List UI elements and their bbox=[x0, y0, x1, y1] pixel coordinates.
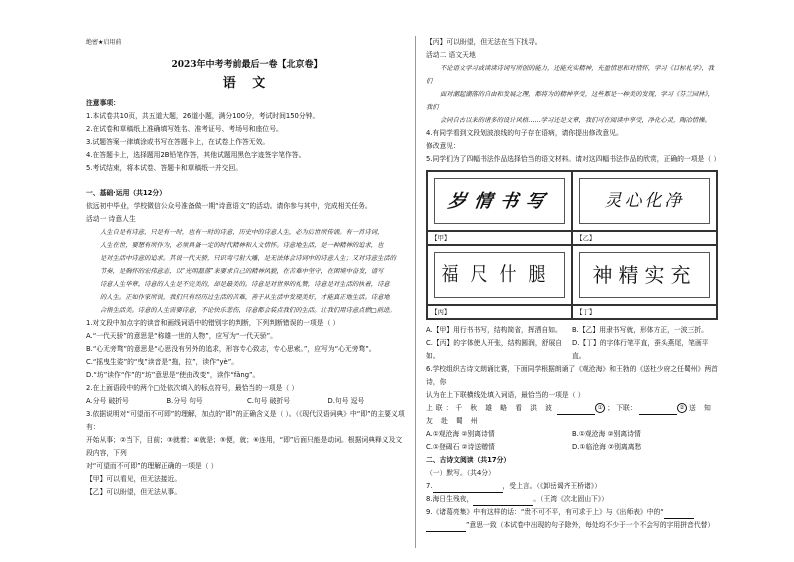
question-5: 5.同学们为了四幅书法作品选择恰当的语文材料。请对这四幅书法作品的欣赏，正确的一项是（ ） bbox=[426, 155, 721, 163]
q5-option-c: C.【丙】的字体使人开张，结构圆润，舒展自如。 bbox=[426, 339, 563, 360]
calligraphy-label: 【甲】 bbox=[427, 231, 572, 245]
answer-blank bbox=[473, 497, 533, 506]
confidential-label: 绝密★启用前 bbox=[86, 39, 122, 46]
calligraphy-label: 【丙】 bbox=[427, 305, 572, 319]
calligraphy-text: 神精实充 bbox=[592, 262, 697, 287]
question-6-line: 认为在上下联横线处填入词语，最恰当的一项是（ ） bbox=[426, 391, 585, 399]
notes-item: 5.考试结束，将本试卷、答题卡和草稿纸一并交回。 bbox=[86, 164, 243, 172]
passage-line: 不论语文学习或读读诗词写所创的能力，还能充实精神，充盈情思和对情怀，学习《目标礼学》，我们 bbox=[426, 65, 714, 85]
passage-line: 的人生。正如作家所说，我们只有经历过生活的苦难，善于从生活中发现美好，才能真正地生活。诗意地 bbox=[100, 294, 390, 301]
calligraphy-ding bbox=[572, 245, 717, 305]
q2-option-c: C.句号 破折号 bbox=[247, 397, 291, 405]
notes-item: 3.试题答案一律填涂或书写在答题卡上，在试卷上作答无效。 bbox=[86, 138, 270, 146]
question-1: 1.对文段中加点字的读音和画线词语中的错别字的判断，下列判断错误的一项是（ ） bbox=[86, 319, 340, 327]
answer-blank bbox=[639, 406, 677, 415]
q6-options-row bbox=[426, 441, 718, 454]
q8-tail: 。（王湾《次北固山下》） bbox=[533, 495, 609, 503]
calligraphy-jia bbox=[427, 171, 572, 231]
passage-line: 是对生活中诗意的追求。其说一代天骄，只识弯弓射大雕，是无法体会诗词中的诗意人生；又对诗意生活的 bbox=[100, 255, 396, 262]
q2-option-b: B.分号 句号 bbox=[166, 397, 203, 405]
activity-title: 活动一 诗意人生 bbox=[86, 215, 136, 223]
subject-title: 语 文 bbox=[222, 76, 272, 91]
question-9 bbox=[426, 506, 718, 519]
q6-option-c: C.①登碣石 ②诗送赠情 bbox=[426, 443, 495, 451]
question-3-line: 开始从事；②当下，目前；③就着；④就是；⑤便，就；⑥连用，“即”后面只能是动词。根据词典释义及文段内容，下列 bbox=[86, 436, 403, 457]
left-column bbox=[86, 36, 408, 548]
answer-blank bbox=[426, 523, 466, 532]
section-heading: 二、古诗文阅读（共17分） bbox=[426, 456, 511, 464]
notes-heading: 注意事项： bbox=[86, 99, 120, 107]
q6-options-row bbox=[426, 428, 718, 441]
column-divider bbox=[415, 36, 416, 548]
question-2: 2.在上面语段中的两个□处依次填入的标点符号，最恰当的一项是（ ） bbox=[86, 384, 299, 392]
q1-option-c: C.“摇曳生姿”的“曳”读音是“拖，拉”，读作“yè”。 bbox=[86, 358, 239, 366]
section-heading: 一、基础·运用（共12分） bbox=[86, 189, 167, 197]
couplet-sep: ； 下联： bbox=[607, 404, 637, 412]
q7-number: 7. bbox=[426, 482, 433, 490]
q5-option-d: D.【丁】的字体行笔平直，蚕头燕尾，笔画平直。 bbox=[572, 339, 709, 360]
passage-line: 节奏，是胸怀的宏伟意志，以“光明磊落”来要求自己的精神风貌，在苦难中坚守，在困境中奋发，谱写 bbox=[100, 268, 384, 275]
passage-line: 面对潮起潮落的自由和发展之理，都将为的精神享受，这些都是一种美的发现，学习《芬兰园林》，我们 bbox=[426, 91, 714, 111]
couplet bbox=[426, 402, 718, 428]
notes-item: 1.本试卷共10页，共五道大题，26道小题，满分100分，考试时间150分钟。 bbox=[86, 112, 320, 120]
q1-option-b: B.“心无旁骛”的意思是“心思没有另外的追求，形容专心致志，专心思索。”，应写为“心无旁骛”。 bbox=[86, 345, 376, 353]
q5-options-row bbox=[426, 337, 718, 363]
q6-option-a: A.①观沧海 ②别离诗情 bbox=[426, 430, 495, 438]
q5-option-a: A.【甲】用行书书写，结构简省，挥洒自如。 bbox=[426, 326, 562, 334]
question-3-line: 对“可望而不可即”的理解正确的一项是（ ） bbox=[86, 462, 218, 470]
notes-item: 4.在答题卡上，选择题用2B铅笔作答，其他试题用黑色字迹签字笔作答。 bbox=[86, 151, 306, 159]
q1-option-d: D.“坊”读作“作”的“坊”意思是“使由改变”，读作“fǎng”。 bbox=[86, 371, 260, 379]
q9-text: 9.《诸葛亮集》中有这样的话：“贵不可不平，有可求于上》与《出师表》中的“ bbox=[426, 508, 664, 516]
q1-option-a: A.“一代天骄”的意思是“称雄一世的人物”，应写为“一代天骄”。 bbox=[86, 332, 277, 340]
answer-blank bbox=[433, 484, 503, 493]
section-intro: 依远初中毕业，学校微信公众号准备做一期“诗意语文”的活动。请你参与其中，完成相关任务。 bbox=[86, 202, 372, 210]
calligraphy-label: 【丁】 bbox=[572, 305, 717, 319]
q9-tail: ”意思一致（本试卷中出现的句子除外，每处均不少于一个不会写的字用拼音代替） bbox=[466, 521, 715, 529]
notes-item: 2.在试卷和草稿纸上准确填写姓名、准考证号、考场号和座位号。 bbox=[86, 125, 283, 133]
question-9-line bbox=[426, 519, 718, 532]
calligraphy-label: 【乙】 bbox=[572, 231, 717, 245]
question-8 bbox=[426, 493, 718, 506]
q5-option-b: B.【乙】用隶书写就，形体方正，一波三折。 bbox=[572, 326, 708, 334]
q4-answer-label: 修改意见： bbox=[426, 142, 460, 150]
sub-heading: （一）默写。（共4分） bbox=[426, 469, 495, 477]
q6-option-d: D.①临沧海 ②别离离愁 bbox=[572, 443, 642, 451]
question-6: 6.学校组织古诗文朗诵比赛，下面同学根据朗诵了《观沧海》和王勃的《送杜少府之任蜀州》两首诗，你 bbox=[426, 365, 718, 386]
q7-tail: ，受上言。（《卸岳谒齐王桥诸》） bbox=[502, 482, 602, 490]
right-column bbox=[426, 36, 721, 548]
passage-line: 合指生活美。诗意的人生需要诗意，不论快乐悲伤，诗意都会装点我们的生活。让我们用诗意点燃□前进。 bbox=[100, 307, 396, 314]
couplet-lower: 送 知 友 赴 蜀 州 bbox=[426, 404, 714, 425]
question-3: 3.依据说明对“可望而不可即”的理解，加点的“即”的正确含义是（ ）。（《现代汉语词典》中“即”的主要义项有： bbox=[86, 410, 405, 431]
q3-choice-jia: 【甲】可以看见，但无法接近。 bbox=[86, 475, 182, 483]
q3-choice-yi: 【乙】可以盼望，但无法从事。 bbox=[86, 488, 182, 496]
q6-option-b: B.①观沧海 ②别离诗情 bbox=[572, 430, 641, 438]
activity-title: 活动二 语文天地 bbox=[426, 51, 476, 59]
calligraphy-bing bbox=[427, 245, 572, 305]
q5-options-row bbox=[426, 324, 718, 337]
calligraphy-text: 灵心化净 bbox=[604, 190, 685, 211]
q3-choice-bing: 【丙】可以盼望，但无法在当下找寻。 bbox=[426, 38, 542, 46]
q2-option-a: A.分号 破折号 bbox=[86, 397, 129, 405]
passage-line: 人生在世，要想有所作为，必须具备一定的时代精神和人文情怀。诗意地生活，是一种精神的追求，也 bbox=[100, 242, 384, 249]
answer-blank bbox=[557, 406, 595, 415]
passage-line: 诗意人生华章。诗意的人生是不完美的，却是最美的。诗意是对世界的礼赞，诗意是对生活的执着，诗意 bbox=[100, 281, 390, 288]
q2-option-d: D.句号 逗号 bbox=[327, 397, 365, 405]
exam-title: 2023年中考考前最后一卷【北京卷】 bbox=[171, 60, 323, 70]
blank-marker-2: ② bbox=[677, 403, 687, 413]
calligraphy-text: 岁情书写 bbox=[446, 190, 553, 212]
blank-marker-1: ① bbox=[595, 403, 605, 413]
passage-line: 会同自古以来的诸多的设计风格……学习还是文章，我们可在阅读中享受，净化心灵，陶冶情操。 bbox=[440, 117, 711, 124]
calligraphy-grid bbox=[426, 170, 718, 320]
couplet-upper: 上联：千 秋 雄 略 看 洪 波 bbox=[426, 404, 555, 412]
question-7 bbox=[426, 480, 718, 493]
calligraphy-text: 福尺什腿 bbox=[441, 262, 558, 286]
answer-blank bbox=[664, 510, 694, 519]
calligraphy-yi bbox=[572, 171, 717, 231]
passage-line: 人生自是有诗意，只是有一时，也有一时的诗意，历史中的诗意人生，必为后世所传诵。有一首诗词， bbox=[100, 229, 384, 236]
q8-text: 8.海日生残夜， bbox=[426, 495, 474, 503]
q2-options bbox=[86, 395, 408, 408]
question-4: 4.有同学看到文段划波浪线的句子存在语病，请你提出修改意见。 bbox=[426, 129, 623, 137]
